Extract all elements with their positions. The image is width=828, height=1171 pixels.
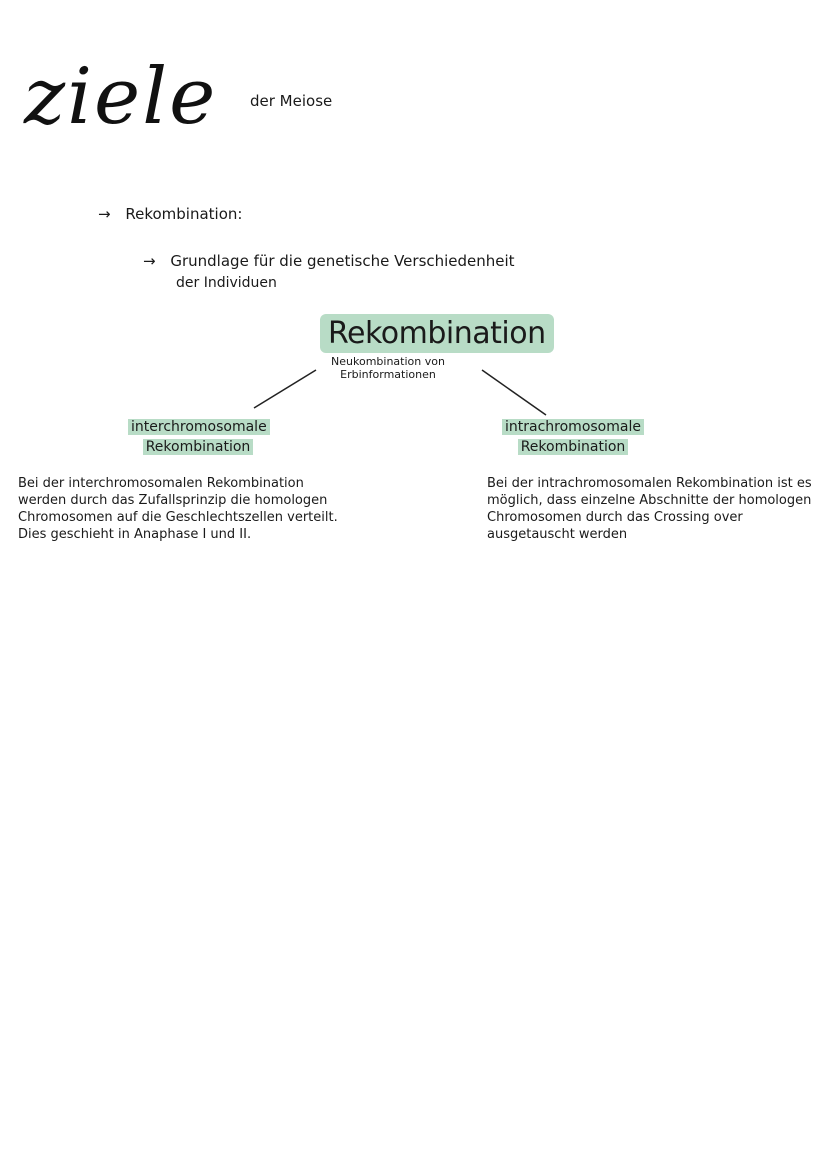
arrow-right-icon: →	[98, 205, 111, 223]
connector-right	[482, 370, 546, 415]
right-branch-heading	[498, 418, 648, 457]
left-paragraph	[18, 475, 338, 543]
connector-left	[254, 370, 316, 408]
right-heading-line2: Rekombination	[518, 439, 629, 455]
arrow-right-icon: →	[143, 252, 156, 270]
mindmap-center-title: Rekombination	[320, 314, 554, 353]
bullet-label: Rekombination:	[125, 205, 243, 223]
right-heading-line1: intrachromosomale	[502, 419, 644, 435]
right-paragraph: Bei der intrachromosomalen Rekombination ist es möglich, dass einzelne Abschnitte der homologen Chromosomen durch das Crossing over ausgetauscht werden	[487, 476, 812, 542]
page-title: ziele	[24, 52, 218, 142]
mindmap-center-subtitle: Neukombination von Erbinformationen	[331, 355, 445, 382]
left-paragraph-text-2: Dies geschieht in Anaphase I und II.	[18, 527, 252, 542]
left-branch-heading	[128, 418, 268, 457]
bullet-text-continued: der Individuen	[176, 275, 277, 291]
left-paragraph-text: Bei der interchromosomalen Rekombination werden durch das Zufallsprinzip die homologen Chromosomen auf die Geschlechtszellen verteilt.	[18, 476, 338, 525]
left-heading-line2: Rekombination	[143, 439, 254, 455]
bullet-text: Grundlage für die genetische Verschiedenheit	[170, 252, 515, 270]
page-subtitle: der Meiose	[250, 92, 333, 110]
left-heading-line1: interchromosomale	[128, 419, 270, 435]
